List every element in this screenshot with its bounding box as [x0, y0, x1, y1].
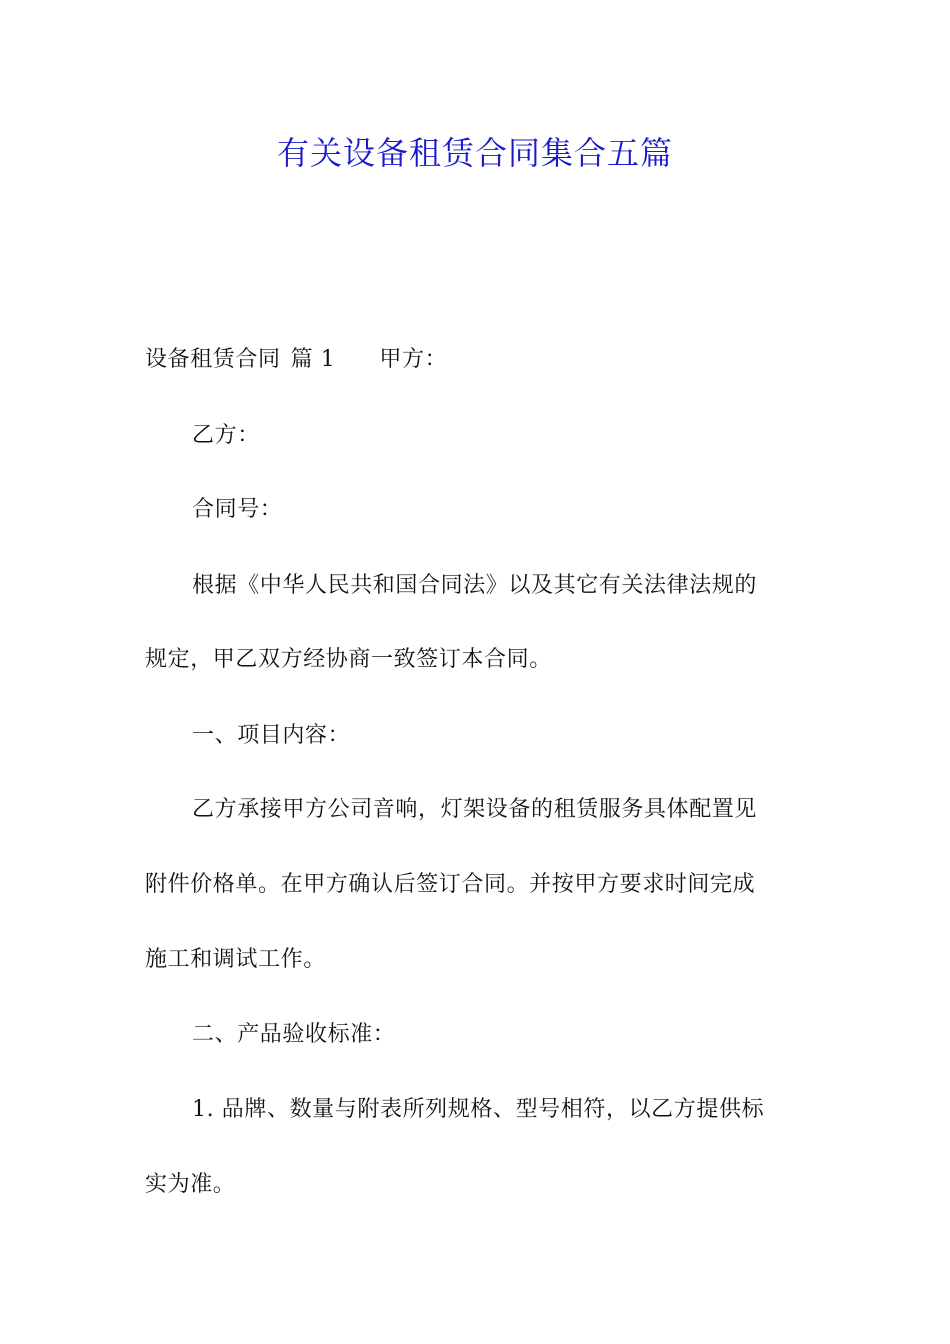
document-title: 有关设备租赁合同集合五篇 — [276, 134, 673, 172]
section-1-line1: 乙方承接甲方公司音响，灯架设备的租赁服务具体配置见 — [192, 797, 758, 822]
contract-heading-line — [145, 340, 805, 380]
contract-heading: 设备租赁合同 — [145, 347, 281, 372]
section-1-line3: 施工和调试工作。 — [145, 947, 326, 972]
paragraph-party-b: 乙方： — [192, 423, 260, 448]
section-2-item1-line1: 1. 品牌、数量与附表所列规格、型号相符，以乙方提供标 — [192, 1097, 765, 1122]
paragraph-basis-line2: 规定，甲乙双方经协商一致签订本合同。 — [145, 647, 552, 672]
party-a-label: 甲方： — [379, 347, 448, 372]
contract-number-label: 篇 1 — [290, 347, 336, 372]
paragraph-contract-no: 合同号： — [192, 497, 283, 522]
paragraph-basis-line1: 根据《中华人民共和国合同法》以及其它有关法律法规的 — [192, 573, 758, 598]
section-1-heading: 一、项目内容： — [192, 723, 351, 748]
section-2-heading: 二、产品验收标准： — [192, 1022, 396, 1047]
section-2-item1-line2: 实为准。 — [145, 1172, 236, 1197]
section-1-line2: 附件价格单。在甲方确认后签订合同。并按甲方要求时间完成 — [145, 872, 756, 897]
